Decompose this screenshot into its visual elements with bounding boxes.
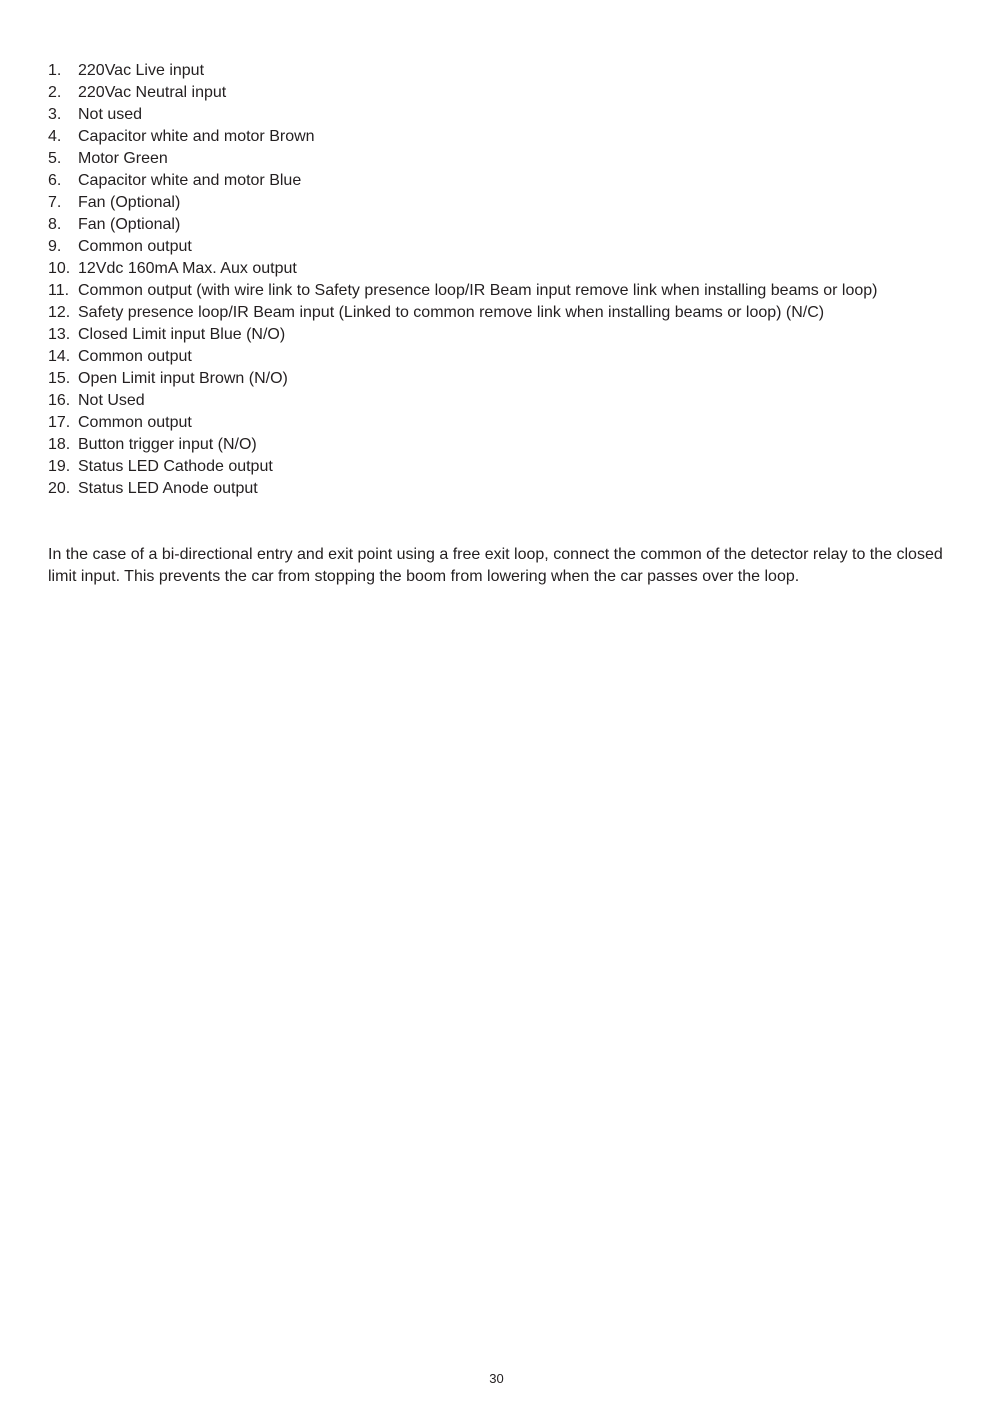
item-text: Common output xyxy=(78,238,192,255)
list-item xyxy=(48,434,948,456)
note-paragraph: In the case of a bi-directional entry and exit point using a free exit loop, connect the common of the detector relay to the closed limit input. This prevents the car from stopping the boom from lowering when the car passes over the loop. xyxy=(48,546,943,585)
item-number: 2. xyxy=(48,84,62,101)
item-number: 6. xyxy=(48,172,62,189)
item-number: 8. xyxy=(48,216,62,233)
item-text: Button trigger input (N/O) xyxy=(78,436,257,453)
list-item xyxy=(48,368,948,390)
item-text: Status LED Cathode output xyxy=(78,458,273,475)
item-text: 220Vac Live input xyxy=(78,62,205,79)
item-text: Capacitor white and motor Blue xyxy=(78,172,302,189)
list-item xyxy=(48,302,948,324)
item-number: 13. xyxy=(48,326,71,343)
list-item xyxy=(48,478,948,500)
item-text: Not used xyxy=(78,106,143,123)
list-item xyxy=(48,126,948,148)
item-number: 11. xyxy=(48,282,70,299)
list-item xyxy=(48,236,948,258)
list-item xyxy=(48,324,948,346)
item-number: 18. xyxy=(48,436,71,453)
item-text: Status LED Anode output xyxy=(78,480,258,497)
item-number: 1. xyxy=(48,62,62,79)
item-text: Closed Limit input Blue (N/O) xyxy=(78,326,286,343)
list-item xyxy=(48,412,948,434)
list-item xyxy=(48,456,948,478)
item-text: Not Used xyxy=(78,392,145,409)
item-number: 9. xyxy=(48,238,62,255)
item-number: 19. xyxy=(48,458,71,475)
item-number: 17. xyxy=(48,414,71,431)
list-item xyxy=(48,192,948,214)
item-number: 15. xyxy=(48,370,71,387)
item-text: Common output xyxy=(78,414,192,431)
list-item xyxy=(48,390,948,412)
item-text: Safety presence loop/IR Beam input (Linked to common remove link when installing beams or loop) (N/C) xyxy=(78,304,825,321)
list-item xyxy=(48,82,948,104)
item-text: 12Vdc 160mA Max. Aux output xyxy=(78,260,297,277)
list-item xyxy=(48,346,948,368)
item-text: Common output (with wire link to Safety presence loop/IR Beam input remove link when installing beams or loop) xyxy=(78,282,878,299)
item-text: Fan (Optional) xyxy=(78,216,181,233)
item-number: 7. xyxy=(48,194,62,211)
item-number: 4. xyxy=(48,128,62,145)
item-text: Open Limit input Brown (N/O) xyxy=(78,370,288,387)
list-item xyxy=(48,60,948,82)
item-number: 5. xyxy=(48,150,62,167)
item-number: 3. xyxy=(48,106,62,123)
list-item xyxy=(48,280,948,302)
list-item xyxy=(48,258,948,280)
item-number: 20. xyxy=(48,480,71,497)
item-number: 16. xyxy=(48,392,71,409)
item-number: 14. xyxy=(48,348,71,365)
terminal-list xyxy=(48,60,948,500)
item-number: 10. xyxy=(48,260,71,277)
item-text: 220Vac Neutral input xyxy=(78,84,227,101)
item-text: Capacitor white and motor Brown xyxy=(78,128,315,145)
item-text: Fan (Optional) xyxy=(78,194,181,211)
item-text: Motor Green xyxy=(78,150,168,167)
item-text: Common output xyxy=(78,348,192,365)
page-number: 30 xyxy=(489,1371,504,1386)
item-number: 12. xyxy=(48,304,71,321)
list-item xyxy=(48,214,948,236)
list-item xyxy=(48,170,948,192)
list-item xyxy=(48,104,948,126)
list-item xyxy=(48,148,948,170)
